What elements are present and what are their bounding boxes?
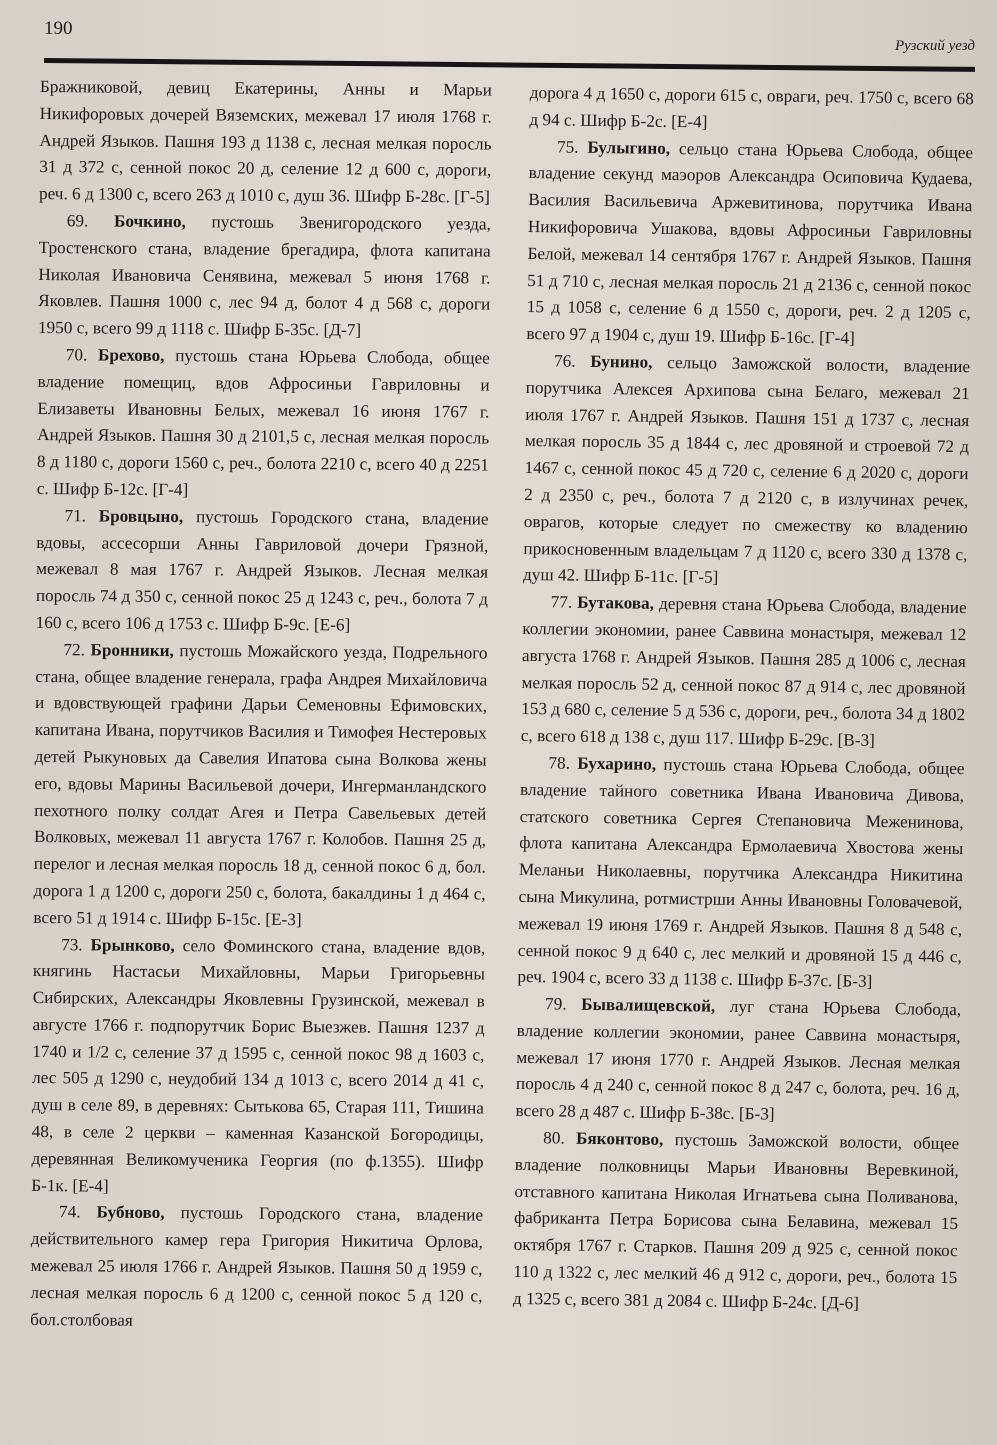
catalog-entry <box>33 637 487 935</box>
entry-text: пустошь Звенигородского уезда, Тростенского стана, владение брегадира, флота капитана Николая Ивановича Сенявина, межевал 5 июня 1768 г. Яковлев. Пашня 1000 с, лес 94 д, болот 4 д 568 с, дороги 1950 с, всего 99 д 1118 с. Шифр Б-35с. [Д-7] <box>37 212 491 340</box>
catalog-entry <box>30 1199 483 1337</box>
entry-place-name: Бутакова, <box>577 592 655 613</box>
entry-number: 78. <box>548 753 571 773</box>
entry-number: 76. <box>553 351 576 371</box>
entry-place-name: Бубново, <box>96 1202 165 1223</box>
entry-place-name: Бронники, <box>90 640 174 660</box>
entry-place-name: Бяконтово, <box>575 1128 664 1150</box>
entry-text: пустошь Можайского уезда, Подрельного стана, общее владение генерала, графа Андрея Михайловича и вдовствующей графини Дарьи Семеновны Ефимовских, капитана Ивана, порутчиков Василия и Тимофея Нестеровых детей Рыкуновых да Савелия Ипатова сына Волкова жены его, вдовы Марины Васильевой дочери, Ингерманландского пехотного полку солдат Агея и Петра Савельевых детей Волковых, межевал 11 августа 1767 г. Колобов. Пашня 25 д, перелог и лесная мелкая поросль 18 д, сенной покос 6 д, бол. дорога 1 д 1200 с, дороги 250 с, болота, бакалдины 1 д 464 с, всего 51 д 1914 с. Шифр Б-15с. [Е-3] <box>33 640 488 929</box>
catalog-entry <box>36 503 489 641</box>
entry-place-name: Бунино, <box>590 351 653 372</box>
entry-text: луг стана Юрьева Слобода, владение коллегии экономии, ранее Саввина монастыря, межевал 17 июня 1770 г. Андрей Языков. Лесная мелкая поросль 4 д 240 с, сенной покос 8 д 247 с, болота, реч. 16 д, всего 28 д 487 с. Шифр Б-38с. [Б-3] <box>515 996 962 1124</box>
catalog-entry <box>521 589 967 756</box>
entry-text: пустошь Городского стана, владение действительного камер гера Григория Никитича Орлова, межевал 25 июля 1766 г. Андрей Языков. Пашня 50 д 1959 с, лесная мелкая поросль 6 д 1200 с, сенной покос 5 д 120 с, бол.столбовая <box>30 1203 484 1330</box>
entry-text: сельцо стана Юрьева Слобода, общее владение секунд маэоров Александра Осиповича Кудаева, Василия Васильевича Аржевитинова, порутчика Ивана Никифоровича Ушакова, вдовы Афросиньи Гавриловны Белой, межевал 14 сентября 1767 г. Андрей Языков. Пашня 51 д 710 с, лесная мелкая поросль 21 д 2136 с, сенной покос 15 д 1058 с, селение 6 д 1550 с, дороги, реч. 2 д 1205 с, всего 97 д 1904 с, душ 19. Шифр Б-16с. [Г-4] <box>526 138 974 348</box>
entry-text: дорога 4 д 1650 с, дороги 615 с, овраги, реч. 1750 с, всего 68 д 94 с. Шифр Б-2с. [Е-4] <box>529 82 974 132</box>
entry-number: 75. <box>556 136 579 157</box>
header-rule <box>44 58 975 72</box>
entry-place-name: Бровцыно, <box>98 506 184 526</box>
running-title: Рузский уезд <box>894 38 975 54</box>
entry-number: 74. <box>58 1202 81 1222</box>
catalog-entry-continuation <box>39 74 492 212</box>
catalog-entry <box>526 134 973 355</box>
entry-number: 73. <box>61 934 83 954</box>
entry-text: пустошь Заможской волости, общее владение полковницы Марьи Ивановны Веревкиной, отставного капитана Николая Игнатьева сына Поливанова, фабриканта Петра Борисова сына Белавина, межевал 15 октября 1767 г. Старков. Пашня 209 д 925 с, сенной покос 110 д 1322 с, лес мелкий 46 д 912 с, дороги, реч., болота 15 д 1325 с, всего 381 д 2084 с. Шифр Б-24с. [Д-6] <box>512 1130 960 1313</box>
entry-number: 71. <box>64 505 87 526</box>
entry-place-name: Бывалищевской, <box>581 994 716 1016</box>
entry-text: деревня стана Юрьева Слобода, владение коллегии экономии, ранее Саввина монастыря, межевал 12 августа 1768 г. Андрей Языков. Пашня 285 д 1006 с, лесная мелкая поросль 52 д, сенной покос 87 д 914 с, лес дровяной 153 д 680 с, селение 5 д 536 с, дороги, реч., болота 34 д 1802 с, всего 618 д 138 с, душ 117. Шифр Б-29с. [В-3] <box>520 593 967 751</box>
entry-text: село Фоминского стана, владение вдов, княгинь Настасьи Михайловны, Марьи Григорьевны Сибирских, Александры Яковлевны Грузинской, межевал в августе 1766 г. подпорутчик Борис Выезжев. Пашня 1237 д 1740 и 1/2 с, селение 37 д 1595 с, сенной покос 98 д 1603 с, лес 505 д 1290 с, неудобий 134 д 1013 с, всего 2014 д 41 с, душ в селе 89, в деревнях: Сытькова 65, Старая 111, Тишина 48, в селе 2 церкви – каменная Казанской Богородицы, деревянная Великомученика Георгия (по ф.1355). Шифр Б-1к. [Е-4] <box>31 935 486 1196</box>
entry-text: пустошь стана Юрьева Слобода, общее владение тайного советника Ивана Ивановича Дивова, статского советника Сергея Степановича Меженинова, флота капитана Александра Ермолаевича Хвостова жены Меланьи Николаевны, порутчика Александра Никитина сына Микулина, ротмистрши Анны Ивановны Головачевой, межевал 19 июня 1769 г. Андрей Языков. Пашня 8 д 548 с, сенной покос 9 д 640 с, лес мелкий и дровяной 15 д 446 с, реч. 1904 с, всего 33 д 1138 с. Шифр Б-37с. [Б-3] <box>517 754 965 992</box>
entry-text: Бражниковой, девиц Екатерины, Анны и Марьи Никифоровых дочерей Вяземских, межевал 17 июля 1768 г. Андрей Языков. Пашня 193 д 1138 с, лесная мелкая поросль 31 д 372 с, сенной покос 20 д, селение 12 д 600 с, дороги, реч. 6 д 1300 с, всего 263 д 1010 с, душ 36. Шифр Б-28с. [Г-5] <box>38 76 492 207</box>
entry-number: 80. <box>543 1128 565 1148</box>
entry-place-name: Брынково, <box>90 934 175 955</box>
entry-place-name: Брехово, <box>98 345 165 365</box>
right-column <box>513 80 974 1319</box>
entry-number: 70. <box>65 345 88 365</box>
catalog-entry <box>37 342 490 506</box>
entry-number: 72. <box>63 639 86 660</box>
entry-text: пустошь стана Юрьева Слобода, общее владение помещиц, вдов Афросиньи Гавриловны и Елизаветы Ивановны Белых, межевал 16 июня 1767 г. Андрей Языков. Пашня 30 д 2101,5 с, лесная мелкая поросль 8 д 1180 с, дороги 1560 с, реч., болота 2210 с, всего 40 д 2251 с. Шифр Б-12с. [Г-4] <box>36 346 490 500</box>
page-header <box>44 18 975 62</box>
entry-text: пустошь Городского стана, владение вдовы, ассесорши Анны Гавриловой дочери Грязной, межевал 8 мая 1767 г. Андрей Языков. Лесная мелкая поросль 74 д 350 с, сенной покос 25 д 1243 с, реч., болота 7 д 160 с, всего 106 д 1753 с. Шифр Б-9с. [Е-6] <box>35 506 489 635</box>
entry-place-name: Бочкино, <box>113 211 186 232</box>
catalog-entry <box>517 750 964 997</box>
entry-text: сельцо Заможской волости, владение порутчика Алексея Архипова сына Белаго, межевал 21 июля 1767 г. Андрей Языков. Пашня 151 д 1737 с, лесная мелкая поросль 35 д 1844 с, лес дровяной и строевой 72 д 1467 с, сенной покос 45 д 720 с, селение 6 д 2020 с, дороги 2 д 2350 с, реч., болота 7 д 2120 с, в излучинах речек, оврагов, которые следует по смежеству ко владению прикосновенным владельцам 7 д 1120 с, всего 330 д 1378 с, душ 42. Шифр Б-11с. [Г-5] <box>522 352 971 588</box>
catalog-entry <box>38 208 491 346</box>
catalog-entry <box>523 348 970 595</box>
catalog-entry-continuation <box>529 80 974 140</box>
entry-number: 77. <box>550 592 573 612</box>
entry-place-name: Булыгино, <box>587 137 671 158</box>
catalog-entry <box>515 991 961 1131</box>
entry-place-name: Бухарино, <box>577 753 657 774</box>
page-number: 190 <box>44 18 73 39</box>
catalog-entry <box>31 931 485 1203</box>
catalog-entry <box>513 1125 960 1319</box>
left-column <box>30 74 492 1337</box>
entry-number: 79. <box>544 994 567 1014</box>
entry-number: 69. <box>66 211 89 231</box>
